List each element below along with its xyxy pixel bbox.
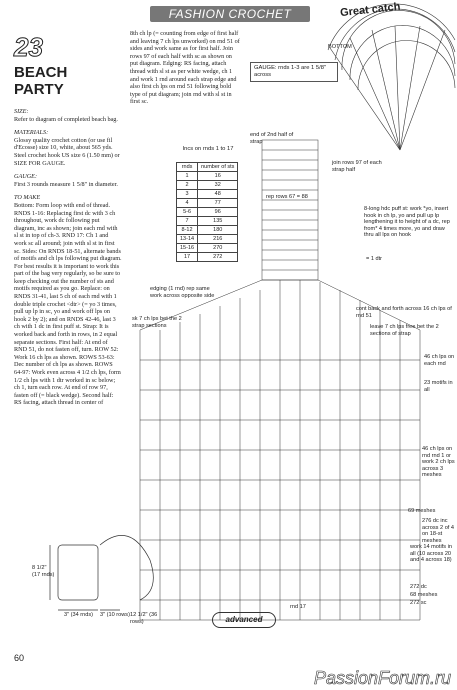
table-cell: 77 (198, 199, 238, 208)
table-cell: 2 (177, 181, 198, 190)
gauge-box: GAUGE: rnds 1-3 are 1 5/8" across (250, 62, 338, 82)
annotation-join-rows: join rows 97 of each strap half (332, 160, 382, 173)
annotation-rnd-17: rnd 17 (290, 604, 306, 610)
dimension-height: 8 1/2" (17 rnds) (32, 565, 55, 578)
table-cell: 180 (198, 226, 238, 235)
incs-header-rnds: rnds (177, 163, 198, 172)
annotation-rep-rows: rep rows 67 = 88 (266, 194, 308, 200)
table-cell: 16 (198, 172, 238, 181)
watermark: PassionForum.ru (313, 668, 451, 688)
incs-table-title: Incs on rnds 1 to 17 (182, 146, 234, 152)
annotation-46-lps: 46 ch lps on each rnd (424, 354, 455, 367)
table-cell: 17 (177, 253, 198, 262)
size-heading: SIZE: (14, 108, 29, 115)
table-cell: 8-12 (177, 226, 198, 235)
materials-heading: MATERIALS: (14, 129, 49, 137)
table-cell: 270 (198, 244, 238, 253)
strap-diagram (262, 140, 318, 280)
annotation-276-dc: 276 dc inc across 2 of 4 on 18-st meshes (422, 518, 455, 544)
incs-header-sts: number of sts (198, 163, 238, 172)
annotation-sk7: sk 7 ch lps bet the 2 strap sections (132, 316, 182, 329)
size-text: Refer to diagram of completed beach bag. (14, 115, 118, 123)
table-cell: 32 (198, 181, 238, 190)
annotation-68-meshes: 68 meshes (410, 592, 438, 598)
pattern-title-line1: BEACH (14, 64, 68, 81)
table-cell: 13-14 (177, 235, 198, 244)
to-make-heading: TO MAKE (14, 194, 41, 202)
great-catch-label: Great catch (339, 0, 401, 20)
table-cell: 7 (177, 217, 198, 226)
table-cell: 1 (177, 172, 198, 181)
table-cell: 3 (177, 190, 198, 199)
dimension-width-2: 3" (10 rows) (100, 612, 130, 618)
table-cell: 272 (198, 253, 238, 262)
skill-level-badge: advanced (212, 612, 276, 628)
table-cell: 4 (177, 199, 198, 208)
annotation-end-second-half: end of 2nd half of strap (250, 132, 294, 145)
annotation-bottom: BOTTOM (328, 44, 352, 50)
gauge-text: First 3 rounds measure 1 5/8" in diameter. (14, 180, 118, 188)
bottom-round-diagram (328, 4, 455, 150)
annotation-46-lps-rnd: 46 ch lps on rnd rnd 1 or work 2 ch lps across 3 meshes (422, 446, 455, 479)
section-header-text: FASHION CROCHET (168, 7, 292, 21)
materials-text: Glossy quality crochet cotton (or use fil d'Ecosse) size 10, white, about 565 yds. Steel crochet hook US size 6 (1.50 mm) or SIZE FOR GAUGE. (14, 136, 120, 167)
finished-bag-sketch (50, 535, 153, 610)
annotation-23-motifs: 23 motifs in all (424, 380, 453, 393)
table-cell: 48 (198, 190, 238, 199)
to-make-text: Bottom: Form loop with end of thread. RNDS 1-16: Replacing first dc with 3 ch throughout, work dc following put diagram, inc as shown; join each rnd with sl st in top of ch-3. RND 17: Ch 1 and work sc all around; join with sl st in first sc. Sides: On RNDS 18-51, alternate bands of motifs and ch lps following put diagram. For best results it is important to work this part of the bag very regularly, so be sure to keep checking out the number of sts and motifs required as you go. Replace: on RNDS 31-41, last 5 ch of each rnd with 1 double triple crochet <dtr> (= yo 3 times, pull up lp in sc, yo and work off lps on hook 2 by 2); and on RNDS 42-46, last 3 ch with 1 dc in first puff st. Strap: It is worked back and forth in rows, in 2 equal separate sections. First half: At end of RND 51, do not fasten off, turn. ROW 52: Work 16 ch lps as shown. ROWS 53-63: Dec number of ch lps as shown. ROWS 64-97: Work even across 4 1/2 ch lps, form 1/2 ch lps with 1 dtr worked in sc below; ch 1, turn each row. At end of row 97, fasten off (= black wedge). Second half: RS facing, attach thread in center of (14, 201, 122, 407)
gauge-heading: GAUGE: (14, 173, 38, 181)
annotation-work-14: work 14 motifs in all (10 across 20 and 4 across 18) (410, 544, 452, 564)
table-cell: 135 (198, 217, 238, 226)
dimension-width-1: 3" (34 rnds) (64, 612, 94, 618)
pattern-title-line2: PARTY (14, 81, 64, 98)
annotation-cont-back: cont back and forth across 16 ch lps of rnd 51 (356, 306, 452, 319)
page-number: 60 (14, 653, 25, 663)
annotation-leave7: leave 7 ch lps free bet the 2 sections of strap (370, 324, 439, 337)
annotation-puff-stitch: 8-long hdc puff st: work *yo, insert hook in ch lp, yo and pull up lp lengthening it to height of a dc, rep from* 4 times more, yo and draw thru all lps on hook (364, 206, 450, 239)
table-cell: 216 (198, 235, 238, 244)
annotation-272-dc: 272 dc (410, 584, 427, 590)
annotation-69-meshes: 69 meshes (408, 508, 436, 514)
annotation-272-sc: 272 sc (410, 600, 427, 606)
annotation-edging: edging (1 rnd) rep same work across opposite side (150, 286, 215, 299)
instructions-column-middle: 8th ch lp (= counting from edge of first half and leaving 7 ch lps unworked) on rnd 51 of sides and work same as for first half. Join rows 97 of each half with sc as shown on put diagram. Edging: RS facing, attach thread with sl st as per white wedge, ch 1 and work 1 rnd around each strap edge and also first ch lps on rnd 51 following bold type of put diagram; join rnd with sl st in first sc. (130, 30, 240, 106)
table-cell: 5-6 (177, 208, 198, 217)
table-cell: 96 (198, 208, 238, 217)
annotation-dtr: = 1 dtr (366, 256, 383, 262)
dimension-width-3: 12 1/2" (36 rows) (130, 612, 158, 625)
table-cell: 15-16 (177, 244, 198, 253)
pattern-number: 23 (14, 32, 43, 62)
